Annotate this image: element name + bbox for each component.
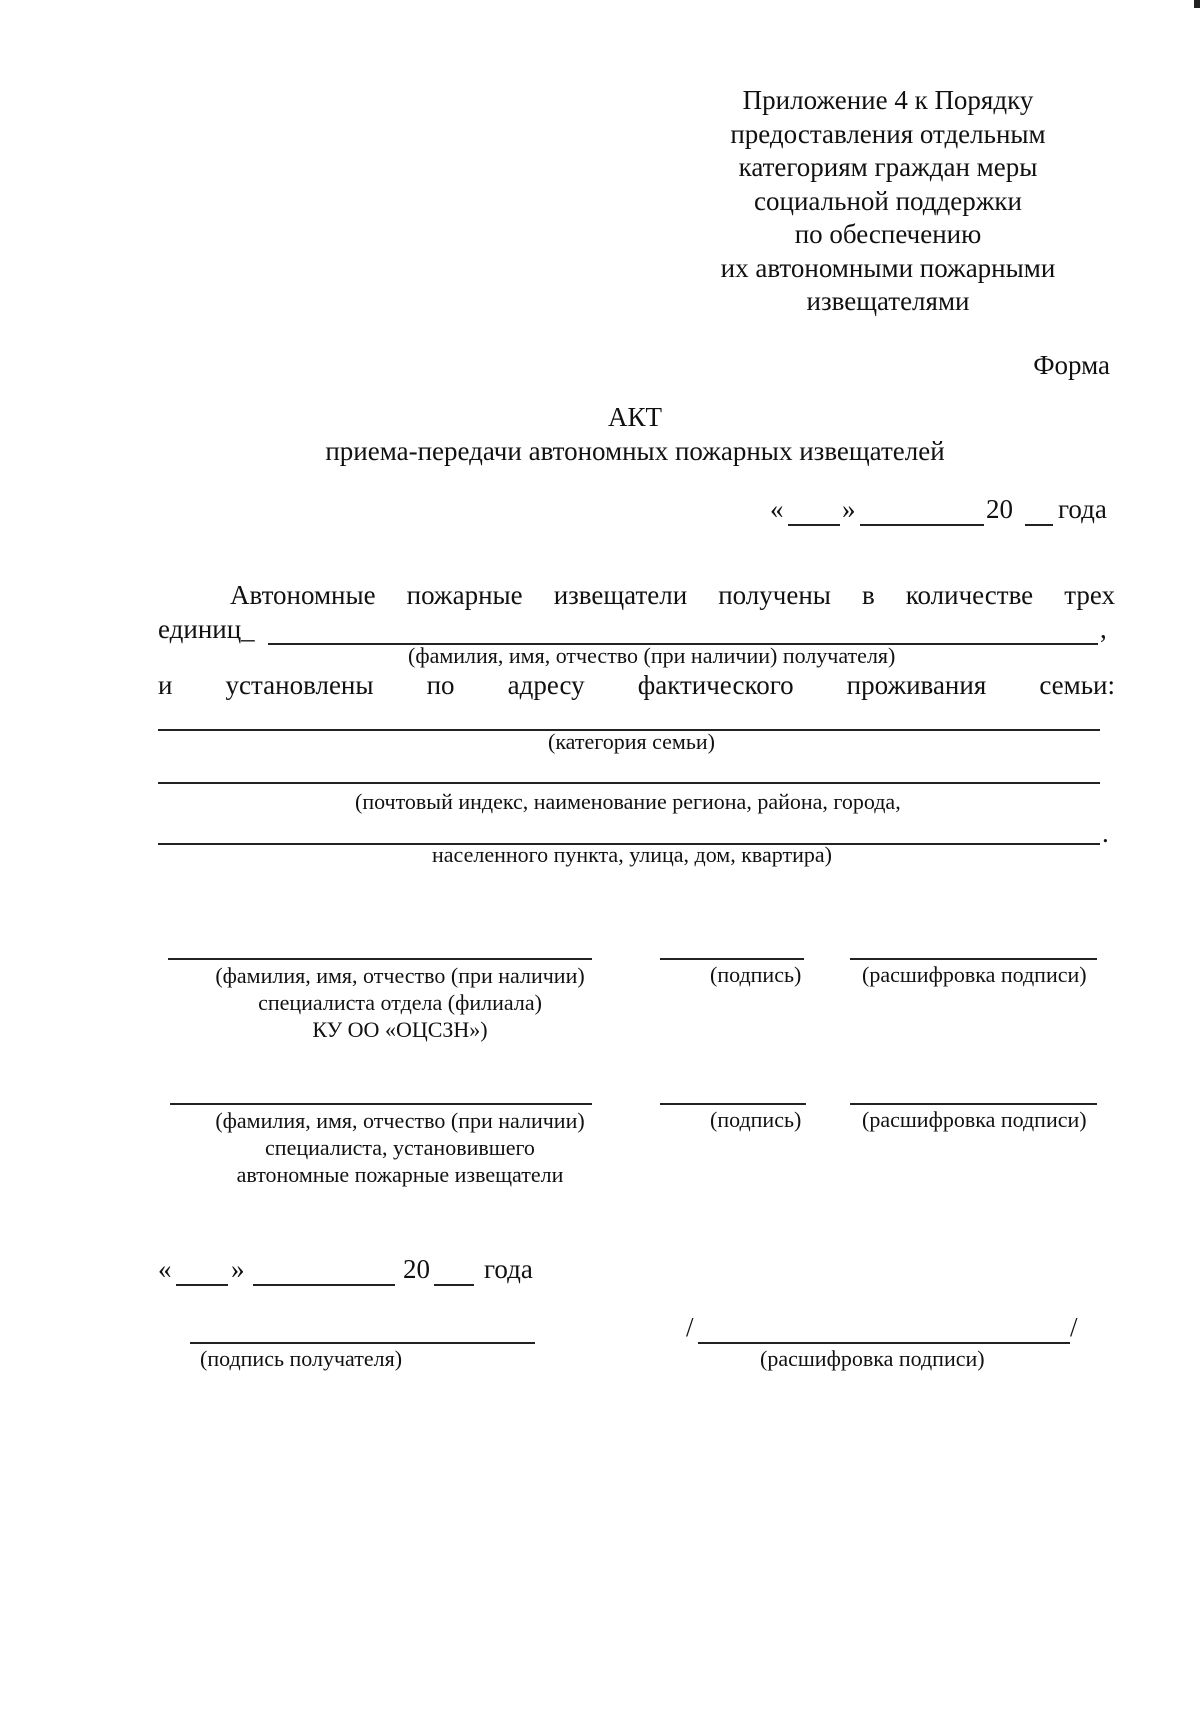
caption-address-2: населенного пункта, улица, дом, квартира): [432, 842, 832, 867]
appendix-line: по обеспечению: [794, 219, 982, 249]
caption-decryption: (расшифровка подписи): [862, 962, 1087, 987]
caption-signature: (подпись): [710, 1107, 802, 1132]
appendix-line: категориям граждан меры: [738, 152, 1038, 182]
word: семьи:: [1039, 670, 1115, 700]
specialist-signature-field[interactable]: [660, 958, 804, 960]
date-year-prefix: 20: [403, 1254, 430, 1284]
appendix-reference: [578, 84, 1198, 319]
word: фактического: [637, 670, 794, 700]
body-line-3: [158, 670, 1115, 701]
word: в: [861, 580, 875, 610]
date-month-field[interactable]: [253, 1284, 395, 1286]
word: по: [426, 670, 455, 700]
scan-corner-mark: [1194, 0, 1200, 8]
recipient-decryption-field[interactable]: [698, 1342, 1070, 1344]
installer-decryption-field[interactable]: [850, 1103, 1097, 1105]
word: количестве: [905, 580, 1034, 610]
document-title: АКТ: [608, 402, 662, 432]
date-day-field[interactable]: [176, 1284, 228, 1286]
appendix-line: социальной поддержки: [754, 185, 1022, 216]
specialist-decryption-field[interactable]: [850, 958, 1097, 960]
caption-signature: (подпись): [710, 962, 802, 987]
caption-line: КУ ОО «ОЦСЗН»): [312, 1017, 488, 1042]
installer-signature-field[interactable]: [660, 1103, 806, 1105]
date-year-field[interactable]: [434, 1284, 474, 1286]
appendix-line: извещателями: [806, 286, 970, 316]
date-year-field[interactable]: [1025, 524, 1053, 526]
installer-caption: [215, 1107, 585, 1188]
units-label: единиц_: [158, 614, 255, 644]
caption-line: (фамилия, имя, отчество (при наличии): [215, 963, 585, 988]
date-month-field[interactable]: [860, 524, 984, 526]
word: трех: [1064, 580, 1115, 610]
word: получены: [718, 580, 831, 610]
date-close-quote: »: [231, 1254, 245, 1284]
word: извещатели: [553, 580, 688, 610]
caption-recipient-decryption: (расшифровка подписи): [760, 1346, 985, 1371]
word: установлены: [225, 670, 374, 700]
slash-left: /: [686, 1312, 694, 1342]
appendix-line: их автономными пожарными: [720, 252, 1056, 283]
form-label: Форма: [1033, 350, 1110, 380]
caption-line: (фамилия, имя, отчество (при наличии): [215, 1108, 585, 1133]
appendix-line: предоставления отдельным: [730, 118, 1046, 149]
address-field-1[interactable]: [158, 782, 1100, 784]
period: .: [1102, 818, 1109, 848]
date-close-quote: »: [842, 494, 856, 524]
body-line-1: [230, 580, 1115, 611]
date-open-quote: «: [770, 494, 784, 524]
word: Автономные: [230, 580, 376, 610]
word: адресу: [507, 670, 585, 700]
caption-line: специалиста отдела (филиала): [258, 990, 542, 1015]
caption-address-1: (почтовый индекс, наименование региона, района, города,: [355, 789, 901, 814]
word: и: [158, 670, 173, 700]
slash-right: /: [1070, 1312, 1078, 1342]
caption-line: специалиста, установившего: [265, 1135, 535, 1160]
date-year-prefix: 20: [986, 494, 1013, 524]
caption-recipient-signature: (подпись получателя): [200, 1346, 403, 1371]
caption-line: автономные пожарные извещатели: [236, 1162, 564, 1187]
specialist-name-field[interactable]: [168, 958, 592, 960]
date-year-word: года: [1058, 494, 1107, 524]
caption-recipient: (фамилия, имя, отчество (при наличии) получателя): [408, 643, 896, 668]
installer-name-field[interactable]: [170, 1103, 592, 1105]
word: пожарные: [406, 580, 523, 610]
appendix-line: Приложение 4 к Порядку: [742, 85, 1034, 115]
recipient-signature-field[interactable]: [190, 1342, 535, 1344]
word: проживания: [846, 670, 987, 700]
date-day-field[interactable]: [788, 524, 840, 526]
document-subtitle: приема-передачи автономных пожарных извещателей: [325, 436, 945, 466]
comma: ,: [1100, 614, 1107, 644]
specialist-caption: [215, 962, 585, 1043]
caption-decryption: (расшифровка подписи): [862, 1107, 1087, 1132]
date-open-quote: «: [158, 1254, 172, 1284]
date-year-word: года: [484, 1254, 533, 1284]
caption-category: (категория семьи): [548, 729, 715, 754]
